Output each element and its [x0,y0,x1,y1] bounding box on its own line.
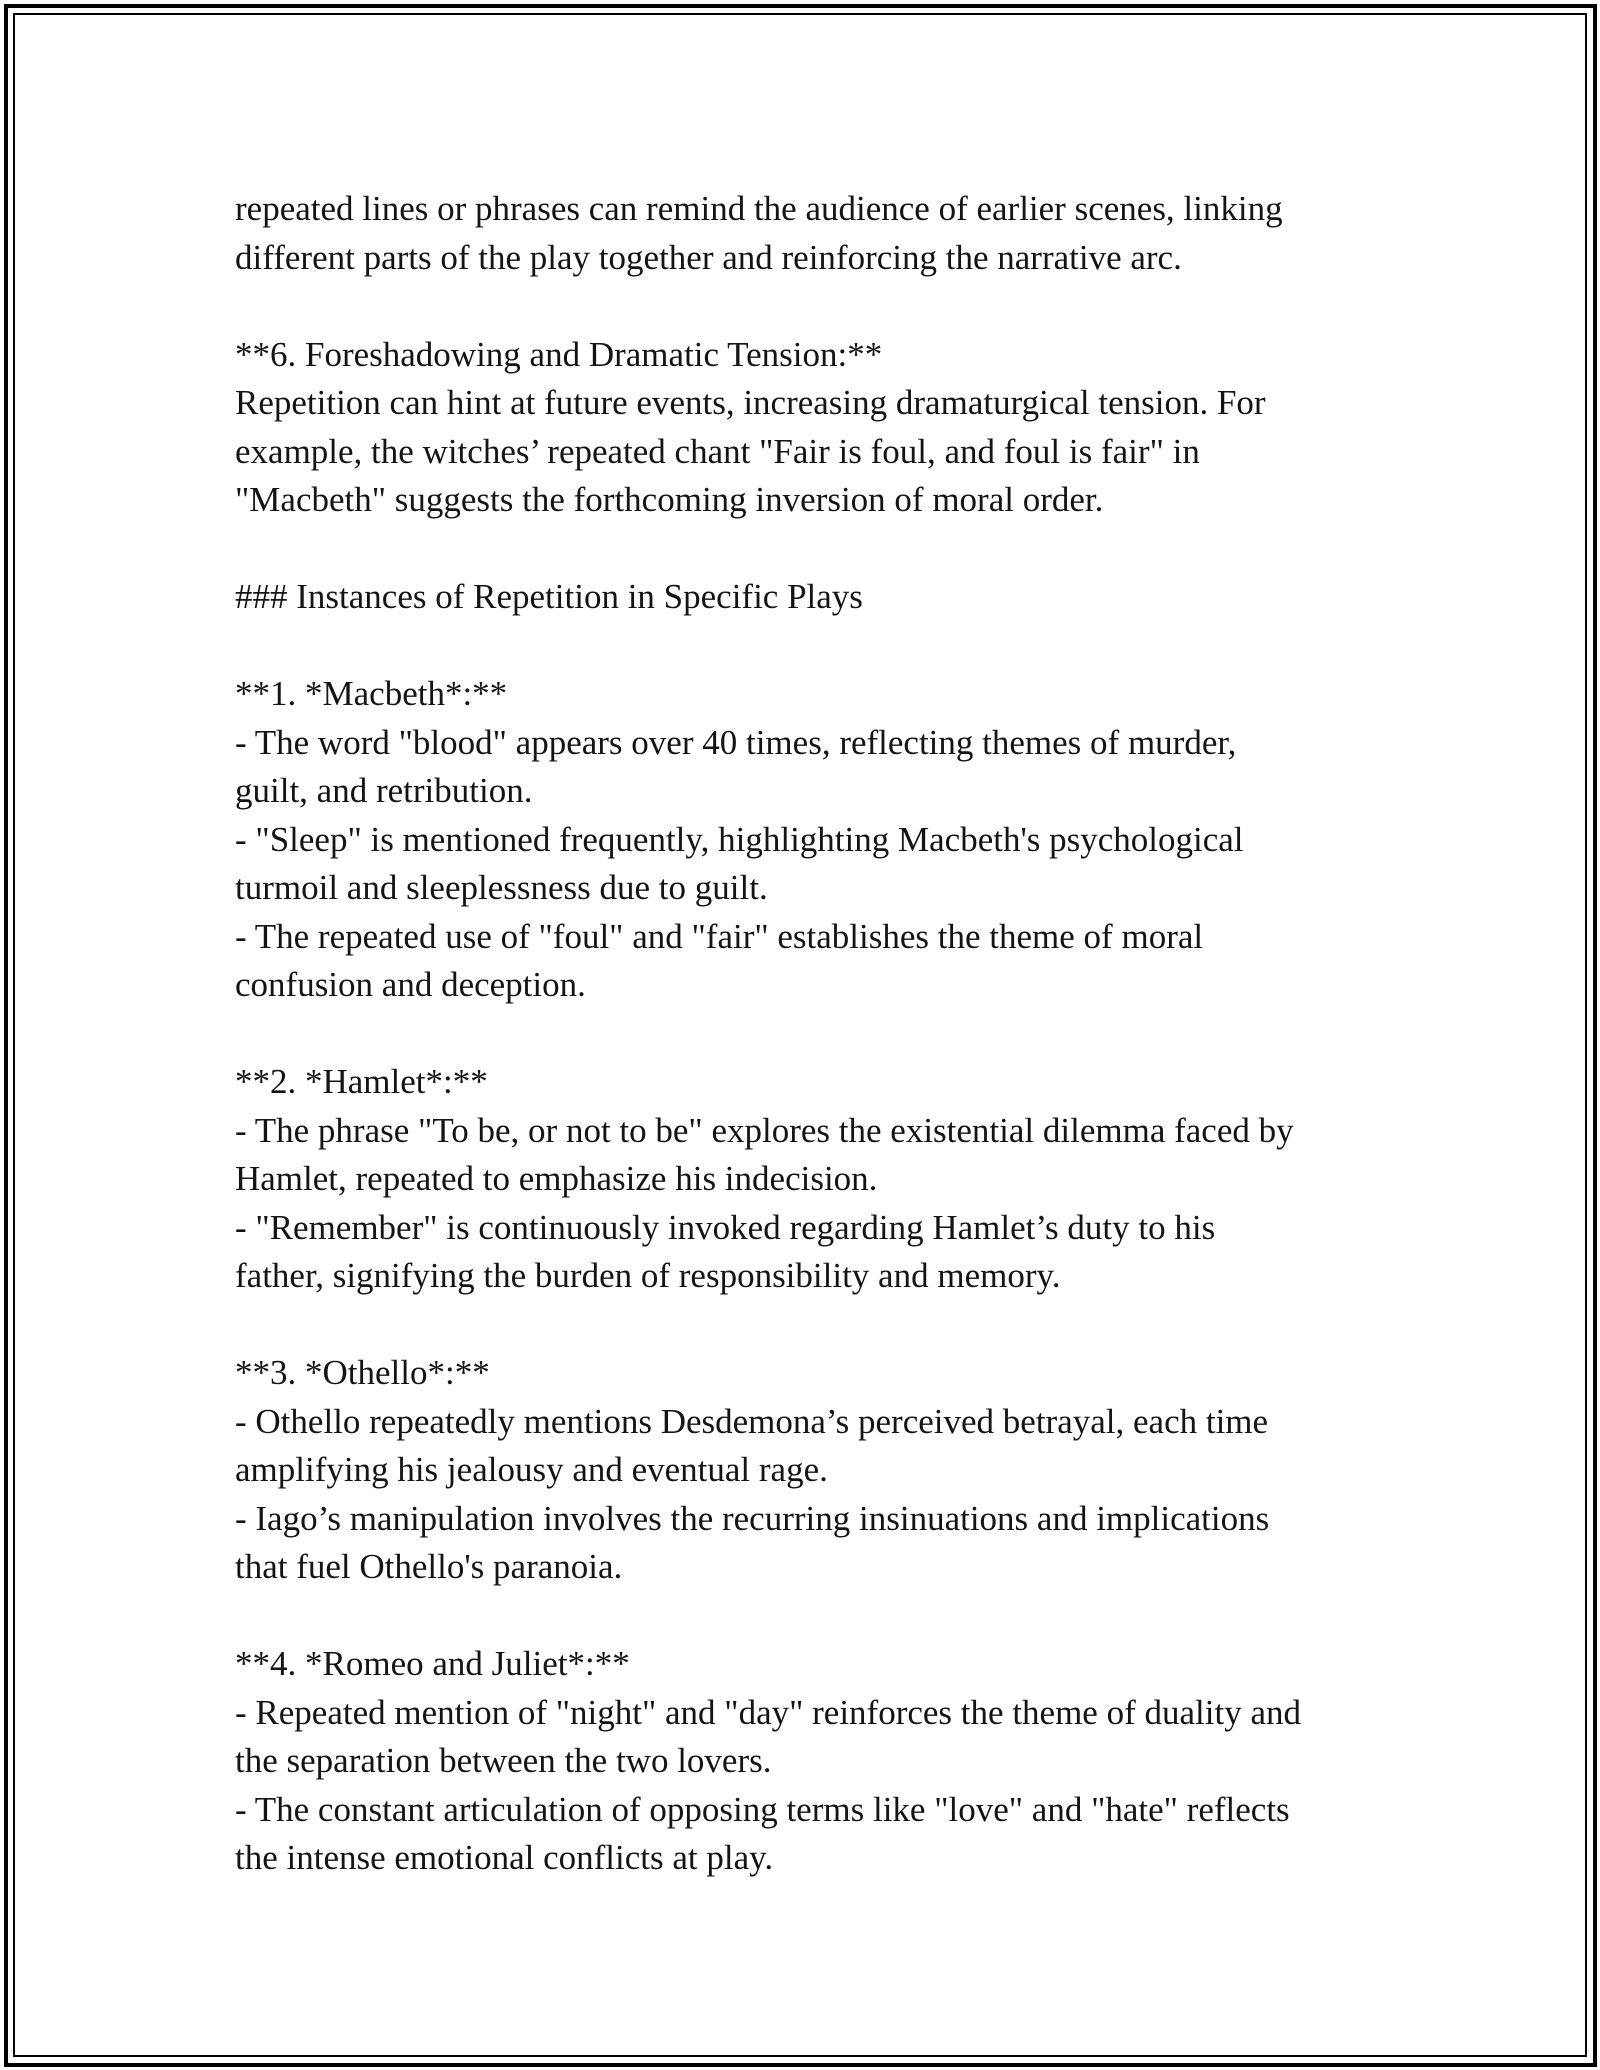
paragraph-instances-heading [235,573,1385,622]
text-line: Hamlet, repeated to emphasize his indecision. [235,1159,878,1198]
text-line: the separation between the two lovers. [235,1741,772,1780]
text-line: example, the witches’ repeated chant "Fair is foul, and foul is fair" in [235,431,1200,471]
text-line: **4. *Romeo and Juliet*:** [235,1644,630,1683]
text-line: - Othello repeatedly mentions Desdemona’s perceived betrayal, each time [235,1401,1269,1441]
text-line: ### Instances of Repetition in Specific Plays [235,577,863,616]
text-line: - The phrase "To be, or not to be" explores the existential dilemma faced by [235,1110,1294,1150]
text-line: - The word "blood" appears over 40 times, reflecting themes of murder, [235,722,1237,762]
text-line: turmoil and sleeplessness due to guilt. [235,868,768,907]
text-line: **3. *Othello*:** [235,1353,490,1392]
paragraph-macbeth [235,670,1385,1010]
text-line: the intense emotional conflicts at play. [235,1838,774,1877]
text-line: different parts of the play together and reinforcing the narrative arc. [235,237,1182,277]
text-line: Repetition can hint at future events, increasing dramaturgical tension. For [235,383,1266,422]
text-line: - Repeated mention of "night" and "day" reinforces the theme of duality and [235,1692,1301,1732]
text-line: - "Sleep" is mentioned frequently, highlighting Macbeth's psychological [235,819,1244,859]
text-line: "Macbeth" suggests the forthcoming inversion of moral order. [235,480,1104,519]
text-line: repeated lines or phrases can remind the audience of earlier scenes, linking [235,189,1283,228]
text-line: guilt, and retribution. [235,771,533,810]
paragraph-intro-continuation [235,185,1385,282]
text-line: - The constant articulation of opposing terms like "love" and "hate" reflects [235,1789,1290,1829]
document-page [235,185,1385,1883]
text-line: - The repeated use of "foul" and "fair" establishes the theme of moral [235,916,1204,956]
text-line: - Iago’s manipulation involves the recurring insinuations and implications [235,1498,1270,1538]
text-line: **6. Foreshadowing and Dramatic Tension:** [235,334,883,374]
text-line: **2. *Hamlet*:** [235,1062,488,1101]
paragraph-hamlet [235,1058,1385,1301]
text-line: father, signifying the burden of responsibility and memory. [235,1256,1061,1295]
text-line: - "Remember" is continuously invoked regarding Hamlet’s duty to his [235,1207,1216,1247]
text-line: **1. *Macbeth*:** [235,674,508,713]
text-line: that fuel Othello's paranoia. [235,1547,623,1586]
paragraph-romeo-and-juliet [235,1640,1385,1883]
text-line: amplifying his jealousy and eventual rage. [235,1450,828,1489]
text-line: confusion and deception. [235,965,586,1004]
paragraph-foreshadowing [235,331,1385,525]
paragraph-othello [235,1349,1385,1592]
